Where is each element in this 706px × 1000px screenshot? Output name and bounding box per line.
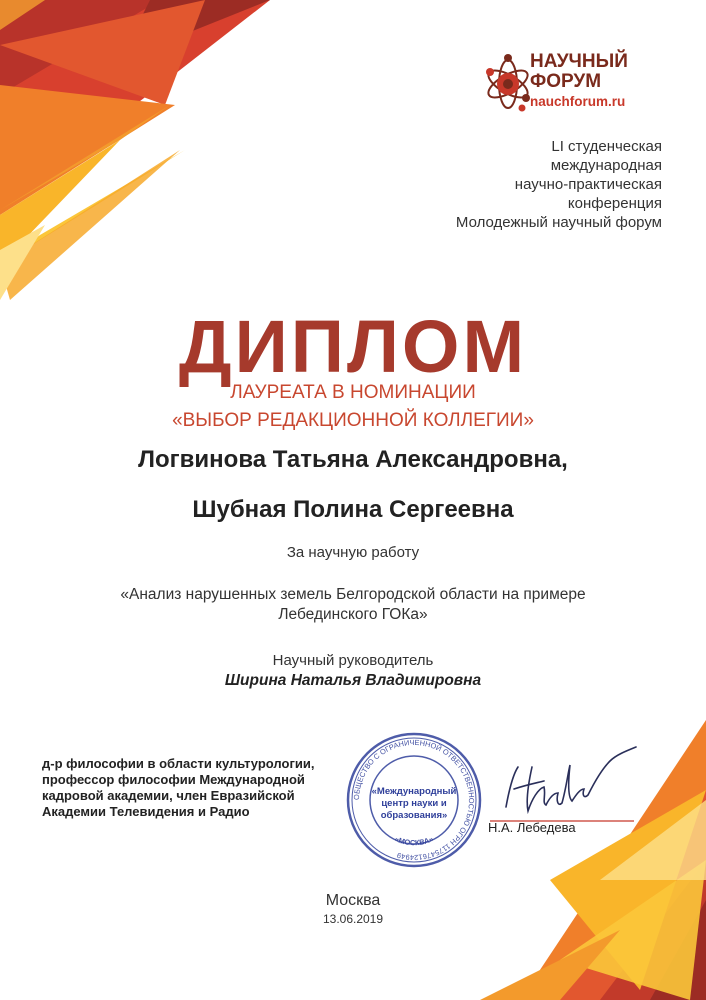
for-work-label: За научную работу [286,544,420,561]
official-stamp [344,730,484,870]
conference-info [362,137,662,232]
nomination-line-1: ЛАУРЕАТА В НОМИНАЦИИ [230,382,476,403]
logo-url[interactable]: nauchforum.ru [530,94,626,109]
nauchforum-logo[interactable] [484,46,674,128]
logo-title: НАУЧНЫЙ ФОРУМ [530,51,628,92]
atom-icon [484,46,530,128]
handwritten-signature [484,745,644,830]
supervisor-name: Ширина Наталья Владимировна [224,672,482,689]
work-title: «Анализ нарушенных земель Белгородской области на примере Лебединского ГОКа» [120,586,586,623]
nomination-line-2: «ВЫБОР РЕДАКЦИОННОЙ КОЛЛЕГИИ» [172,410,534,431]
svg-text:«МОСКВА»: «МОСКВА» [393,834,435,848]
svg-text:ОБЩЕСТВО С ОГРАНИЧЕННОЙ ОТВЕТС: ОБЩЕСТВО С ОГРАНИЧЕННОЙ ОТВЕТСТВЕННОСТЬЮ ОГРН 1175476124949 [351,737,477,863]
conference-line: международная [550,157,662,174]
stamp-seal-icon [344,730,484,870]
conference-line: научно-практическая [514,176,662,193]
svg-text:«Международный: «Международный [371,786,457,797]
awardee-name-1: Логвинова Татьяна Александровна, [138,446,568,473]
awardee-name-2: Шубная Полина Сергеевна [192,496,514,523]
signatory-name: Н.А. Лебедева [488,820,576,835]
supervisor-label: Научный руководитель [272,652,434,669]
svg-text:центр науки и: центр науки и [381,798,447,809]
conference-line: LI студенческая [551,138,662,155]
issue-date: 13.06.2019 [322,912,384,926]
svg-text:образования»: образования» [380,810,448,821]
diploma-title: ДИПЛОМ [178,305,528,388]
conference-line: Молодежный научный форум [455,214,662,231]
city: Москва [325,892,381,909]
signatory-description: д-р философии в области культурологии, профессор философии Международной кадровой академии, член Евразийской Академии Телевидения и Радио [42,756,315,819]
conference-line: конференция [567,195,662,212]
